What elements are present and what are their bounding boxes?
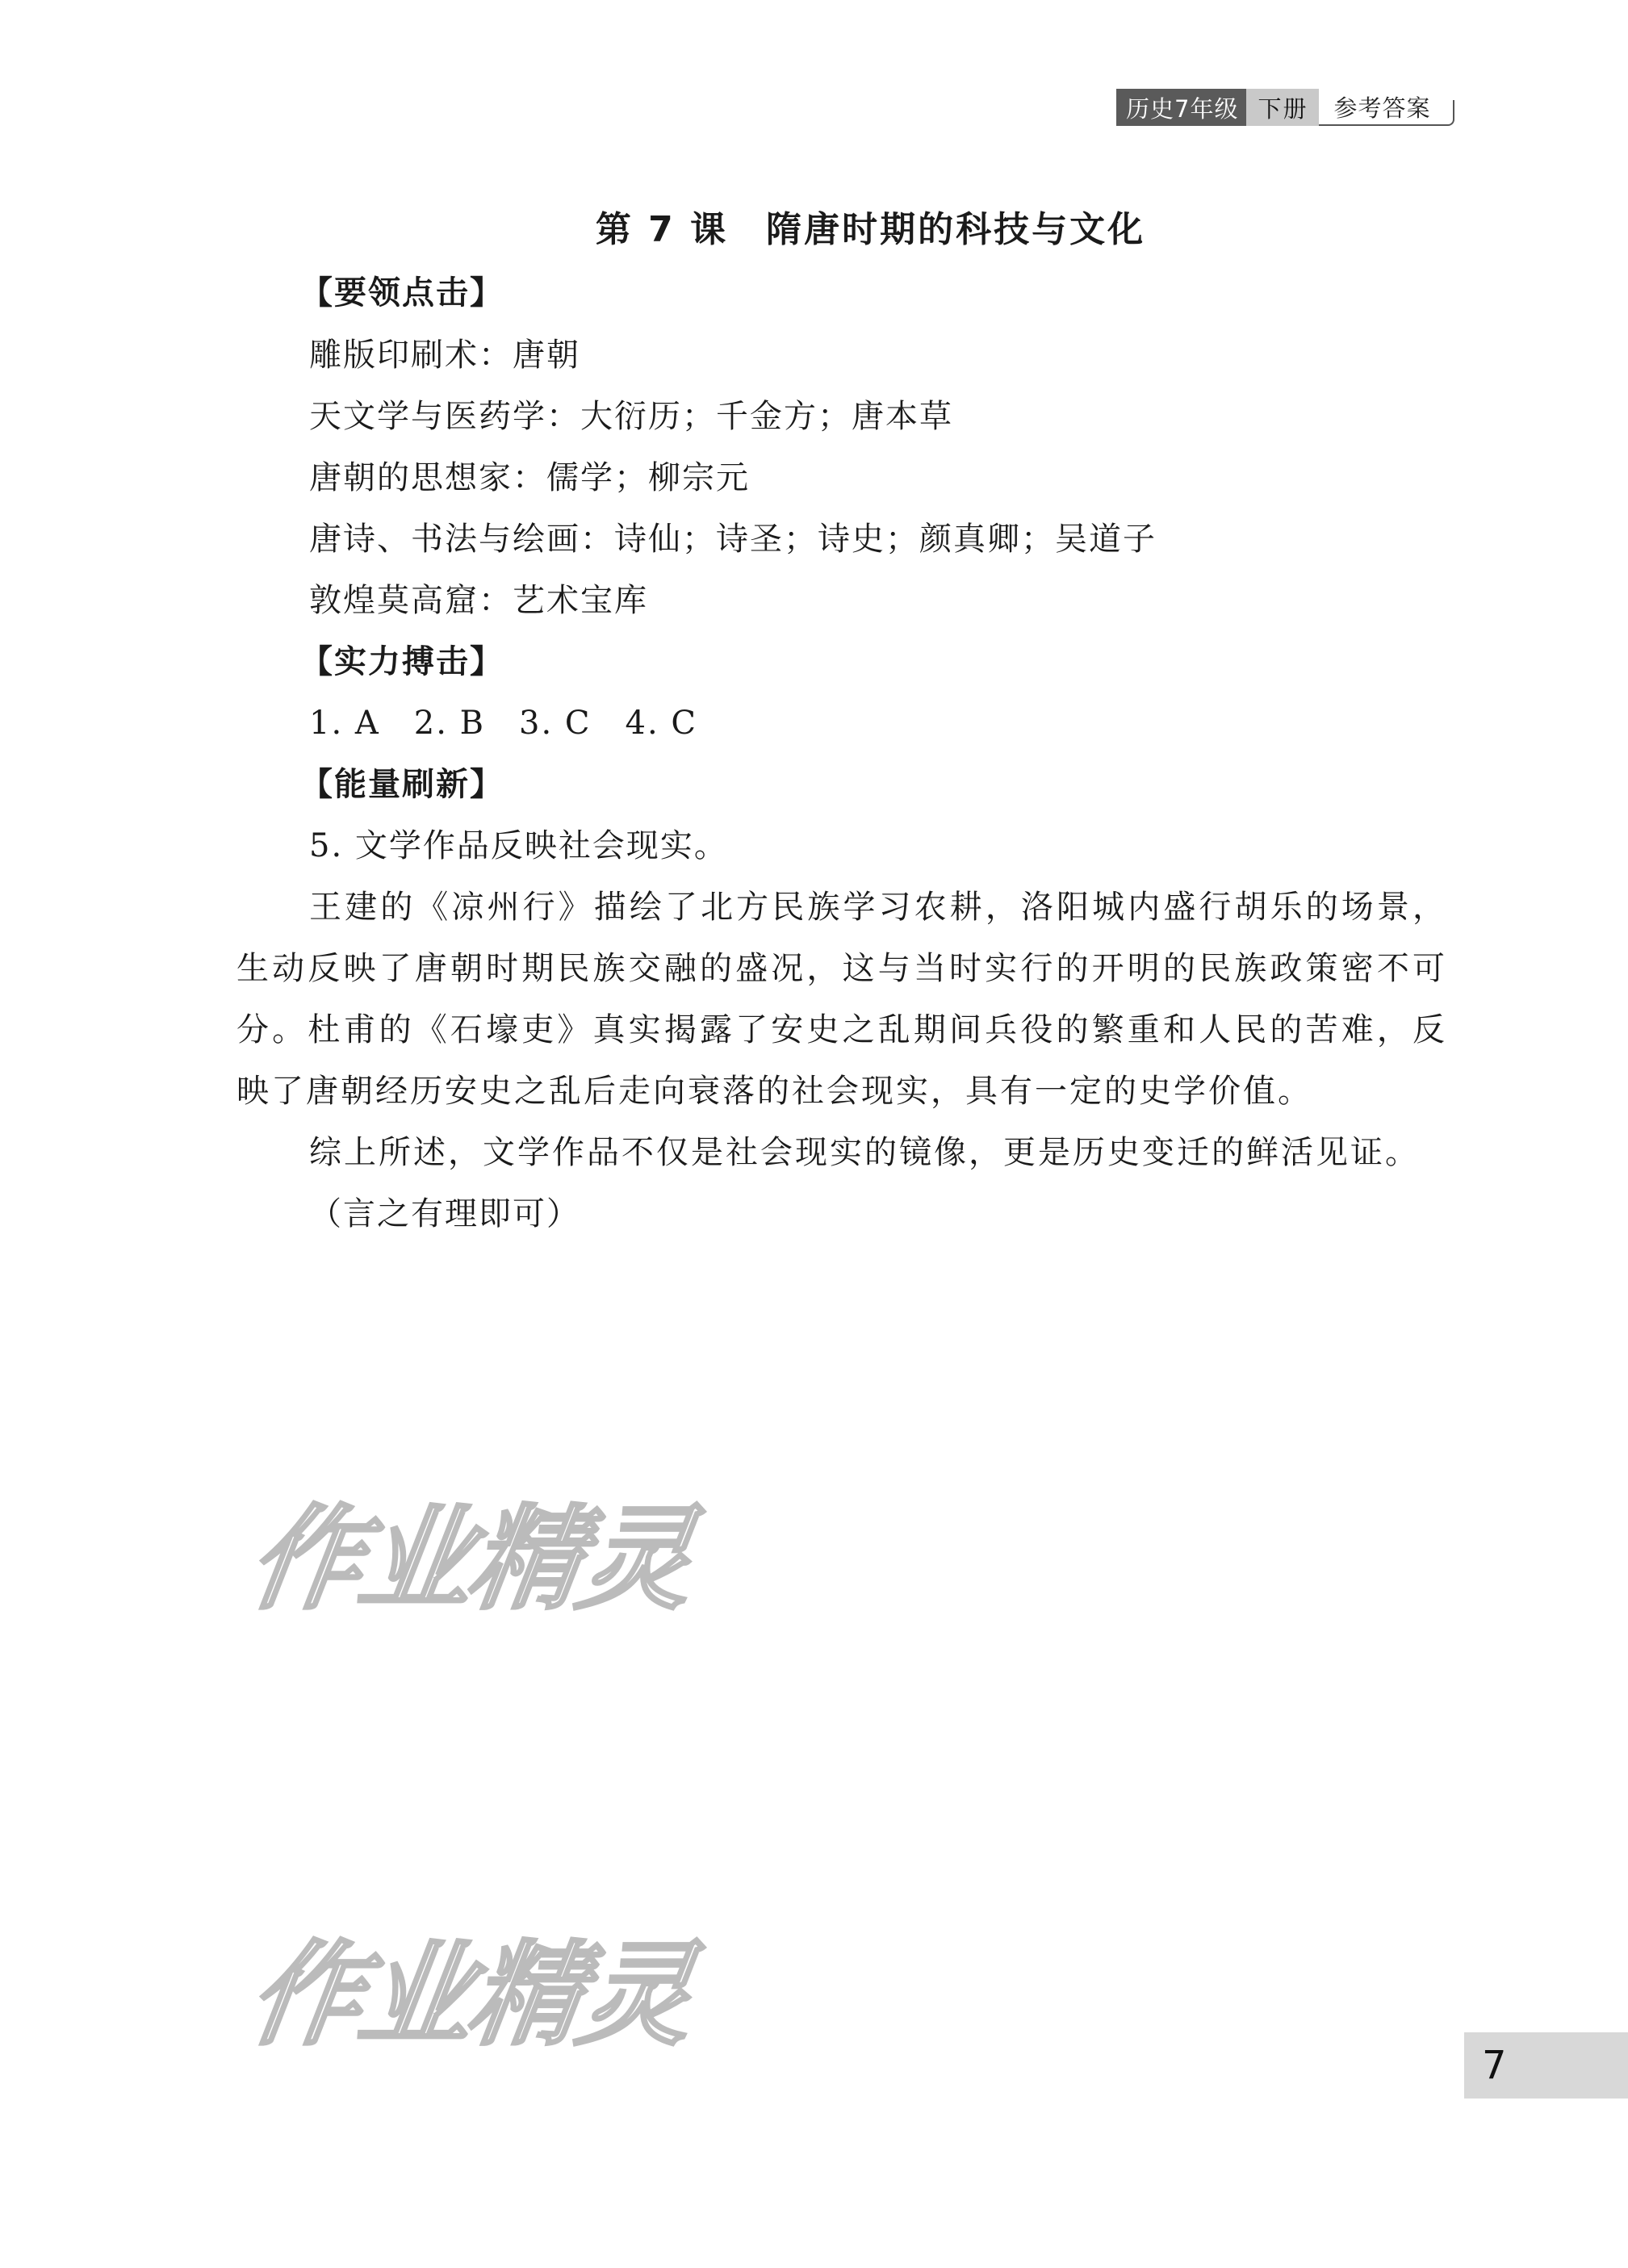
subject-label: 历史7年级 [1116,89,1246,126]
choice-answers: 1. A 2. B 3. C 4. C [309,705,698,742]
header-bracket [1445,100,1454,126]
key-point-line: 天文学与医药学：大衍历；千金方；唐本草 [309,398,953,435]
lesson-title: 第 7 课 隋唐时期的科技与文化 [595,209,1146,250]
page-number: 7 [1464,2032,1628,2099]
answer-note: （言之有理即可） [309,1195,580,1232]
section-heading-practice: 【实力搏击】 [300,643,504,680]
volume-label: 下册 [1246,89,1319,126]
key-point-line: 唐朝的思想家：儒学；柳宗元 [309,459,750,496]
answer-paragraph-2: 综上所述，文学作品不仅是社会现实的镜像，更是历史变迁的鲜活见证。 [309,1134,1420,1171]
answer-label: 参考答案 [1319,89,1445,126]
answer-paragraph-1: 王建的《凉州行》描绘了北方民族学习农耕，洛阳城内盛行胡乐的场景，生动反映了唐朝时期民族交融的盛况，这与当时实行的开明的民族政策密不可分。杜甫的《石壕吏》真实揭露了安史之乱期间兵役的繁重和人民的苦难，反映了唐朝经历安史之乱后走向衰落的社会现实，具有一定的史学价值。 [236,889,1447,1110]
watermark: 作业精灵 [241,1494,699,1626]
key-point-line: 敦煌莫高窟：艺术宝库 [309,582,648,619]
watermark: 作业精灵 [241,1930,699,2061]
key-point-line: 雕版印刷术：唐朝 [309,337,580,374]
section-heading-key-points: 【要领点击】 [300,274,504,312]
question-5: 5. 文学作品反映社会现实。 [309,827,728,864]
section-heading-extension: 【能量刷新】 [300,766,504,803]
key-point-line: 唐诗、书法与绘画：诗仙；诗圣；诗史；颜真卿；吴道子 [309,521,1157,558]
header-badge [1116,89,1454,126]
